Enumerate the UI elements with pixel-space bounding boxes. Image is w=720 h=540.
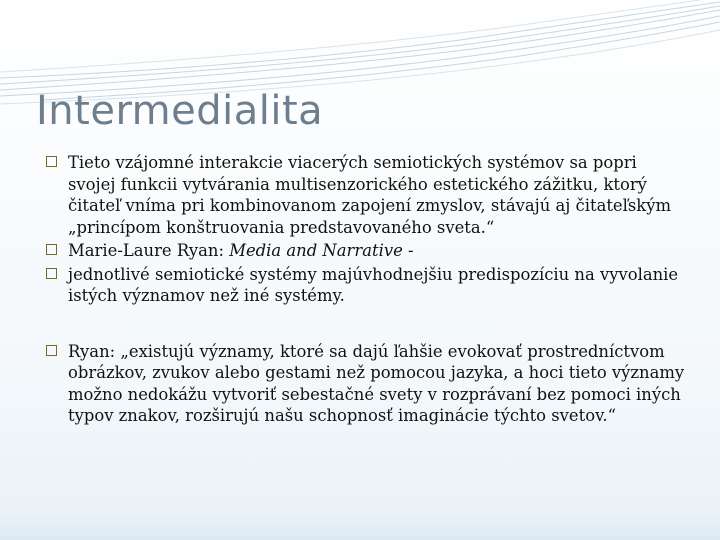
bullet-text: Ryan: „existujú významy, ktoré sa dajú ľahšie evokovať prostredníctvom obrázkov, zvukov alebo gestami než pomocou jazyka, a hoci tieto významy možno nedokážu vytvoriť sebestačné svety v rozprávaní bez pomoci iných typov znakov, rozširujú našu schopnosť imaginácie týchto svetov.“ [68,341,685,425]
bullet-text: jednotlivé semiotické systémy majúvhodnejšiu predispozíciu na vyvolanie istých významov než iné systémy. [68,264,679,305]
bullet-item [46,264,686,307]
hollow-square-icon [46,268,57,279]
bullet-list [46,152,686,429]
bullet-work-title: Media and Narrative [229,241,403,260]
bullet-item [46,240,686,262]
hollow-square-icon [46,156,57,167]
bullet-author: Marie-Laure Ryan: [68,241,230,260]
slide-title: Intermedialita [36,88,324,134]
footer-band [0,512,720,540]
hollow-square-icon [46,345,57,356]
bullet-text: Tieto vzájomné interakcie viacerých semiotických systémov sa popri svojej funkcii vytvárania multisenzorického estetického zážitku, ktorý čitateľ vníma pri kombinovanom zapojení zmyslov, stávajú aj čitateľským „princípom konštruovania predstavovaného sveta.“ [68,153,672,237]
bullet-suffix: - [402,241,414,260]
hollow-square-icon [46,244,57,255]
bullet-item [46,341,686,427]
bullet-item [46,152,686,238]
